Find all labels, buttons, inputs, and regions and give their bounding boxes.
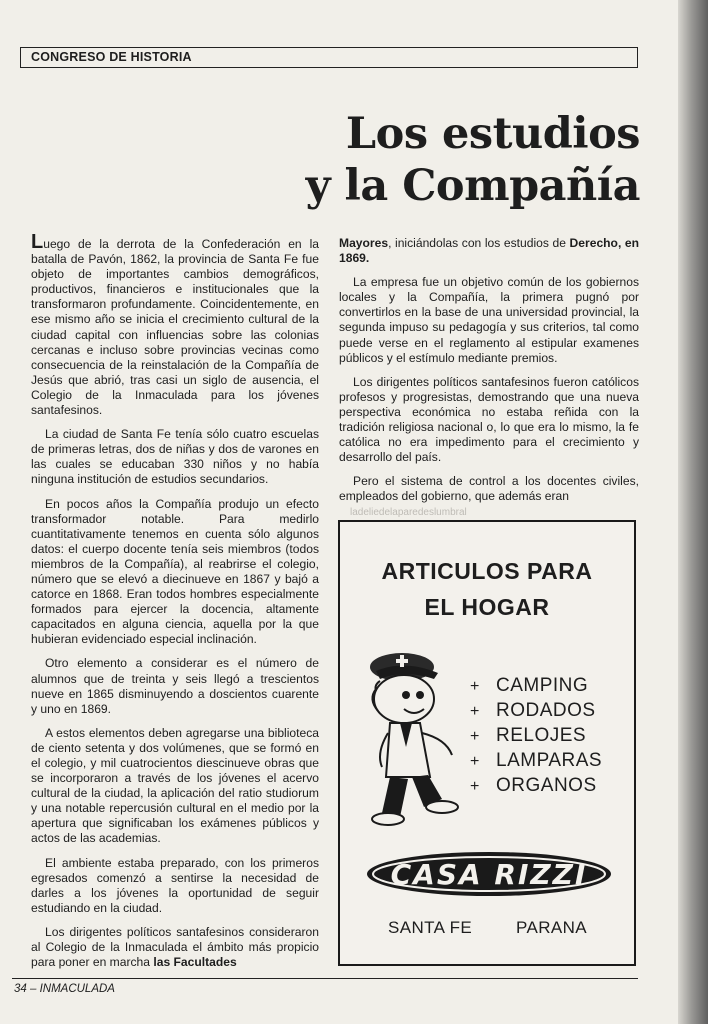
paragraph: Pero el sistema de control a los docentes civiles, empleados del gobierno, que además eran [339,474,639,504]
ad-product-label: CAMPING [496,675,589,696]
plus-icon: + [470,753,480,770]
drop-cap: L [31,231,44,253]
article-title [306,108,640,212]
paragraph: El ambiente estaba preparado, con los primeros egresados comenzó a sentirse la necesidad de darles a los jóvenes la oportunidad de seguir estudiando en la ciudad. [31,855,319,915]
ad-product-item [470,674,602,699]
article-title-line1: Los estudios [345,109,640,159]
paragraph: Los dirigentes políticos santafesinos fueron católicos profesos y progresistas, demostrando que una nueva perspectiva económica no estaba reñida con la tradición religiosa nacional o, lo que era lo mismo, la fe católica no era impedimento para el crecimiento y desarrollo del país. [339,374,639,465]
casa-rizzi-logo [364,836,614,914]
section-header [20,47,638,68]
ad-product-label: LAMPARAS [496,750,603,771]
ad-product-label: ORGANOS [496,775,597,796]
paragraph-bold-text: las Facultades [153,955,237,970]
paragraph-text: Los dirigentes políticos santafesinos consideraron al Colegio de la Inmaculada el ámbito más propicio para poner en marcha [31,924,319,970]
ad-city-santa-fe: SANTA FE [388,918,473,937]
logo-lettering: CASA RIZZI [390,858,588,891]
paragraph: La ciudad de Santa Fe tenía sólo cuatro escuelas de primeras letras, dos de niñas y dos de varones en las cuales se educaban 330 niños y no había ninguna institución de estudios secundarios. [31,427,319,487]
ad-title-line1: ARTICULOS PARA [381,558,593,584]
plus-icon: + [470,703,480,720]
article-title-line2: y la Compañía [305,161,640,211]
page-footer: 34 – INMACULADA [14,983,115,995]
mascot-boy-illustration [360,637,470,837]
paragraph: Otro elemento a considerar es el número de alumnos que de treinta y seis llegó a trescientos nueve en 1865 disminuyendo a doscientos cuarente y uno en 1869. [31,656,319,716]
paragraph-bold-text: Mayores [339,236,389,250]
section-header-label: CONGRESO DE HISTORIA [31,50,192,64]
ad-title-line2: EL HOGAR [424,594,550,620]
ad-city-parana: PARANA [516,918,588,937]
paragraph-text: , iniciándolas con los estudios de [388,236,570,250]
ad-product-item [470,774,602,799]
ad-product-label: RELOJES [496,725,587,746]
ad-product-label: RODADOS [496,700,596,721]
ad-product-item [470,699,602,724]
paragraph-text: uego de la derrota de la Confederación en la batalla de Pavón, 1862, la provincia de Santa Fe fue objeto de importantes cambios demográficos, productivos, financieros e institucionales que la transformaron profundamente. Coincidentemente, en ese mismo año se inicia el crecimiento cultural de la ciudad capital con influencias sobre las colonias cercanas e incluso sobre provincias vecinas como consecuencia de la reinstalación de la Compañía de Jesús que abrió, tras casi un siglo de ausencia, el Colegio de la Inmaculada para los jóvenes santafesinos. [31,237,319,418]
paragraph [339,236,639,266]
advertisement [338,520,636,966]
ad-product-item [470,724,602,749]
plus-icon: + [470,778,480,795]
paragraph: La empresa fue un objetivo común de los gobiernos locales y la Compañía, la primera pugnó por convertirlos en la base de una universidad provincial, la segunda impuso su pedagogía y sus criterios, tal como puede verse en el reglamento al estipular examenes públicos y el estímulo mediante premios. [339,275,639,365]
article-column-left [31,231,319,979]
paragraph: A estos elementos deben agregarse una biblioteca de ciento setenta y dos volúmenes, que se formó en el colegio, y mil cuatrocientos diescinueve obras que se incorporaron a través de los jóvenes el acervo cultural de la ciudad, la aplicación del ratio studiorum y una notable repercusión cultural en el medio por la apertura que significaban los exámenes públicos y actos de las academias. [31,725,319,846]
paragraph [31,925,319,970]
paragraph: En pocos años la Compañía produjo un efecto transformador notable. Para medirlo cuantitativamente tenemos en cuenta sólo algunos datos: el cuerpo docente tenía seis miembros (todos miembros de la Compañía), al reabrirse el colegio, número que se elevó a diecinueve en 1867 y bajó a catorce en 1868. Eran todos hombres especialmente formados para ejercer la docencia, altamente capacitados en alguna ciencia, aquella por la que hubieran evidenciado especial inclinación. [31,496,319,647]
ad-product-list [470,674,602,799]
paragraph-bold-text: Derecho, en 1869. [339,236,639,266]
page-edge-shadow [678,0,708,1024]
footer-rule [12,978,638,979]
plus-icon: + [470,678,480,695]
article-column-right [339,236,639,514]
plus-icon: + [470,728,480,745]
watermark: ladeliedelaparedeslumbral [350,507,467,518]
ad-product-item [470,749,602,774]
paragraph [31,231,319,418]
